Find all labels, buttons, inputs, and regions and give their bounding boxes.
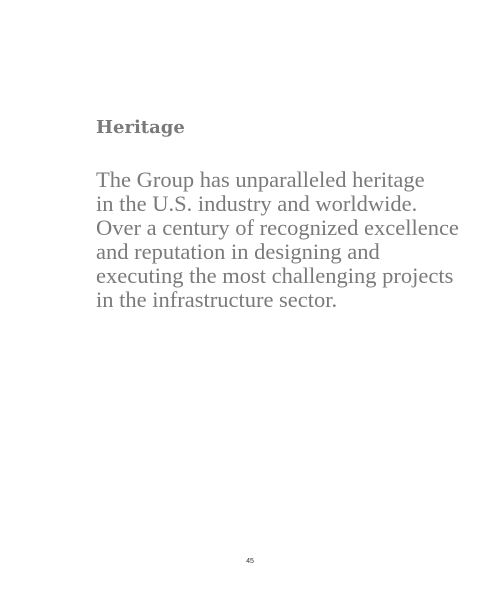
section-heading: Heritage bbox=[96, 117, 185, 138]
body-line: and reputation in designing and bbox=[96, 239, 380, 264]
body-line: in the infrastructure sector. bbox=[96, 287, 338, 312]
body-line: Over a century of recognized excellence bbox=[96, 215, 459, 240]
body-line: executing the most challenging projects bbox=[96, 263, 454, 288]
body-line: The Group has unparalleled heritage bbox=[96, 167, 425, 192]
page-number: 45 bbox=[246, 558, 254, 565]
body-paragraph bbox=[96, 168, 459, 312]
body-line: in the U.S. industry and worldwide. bbox=[96, 191, 418, 216]
